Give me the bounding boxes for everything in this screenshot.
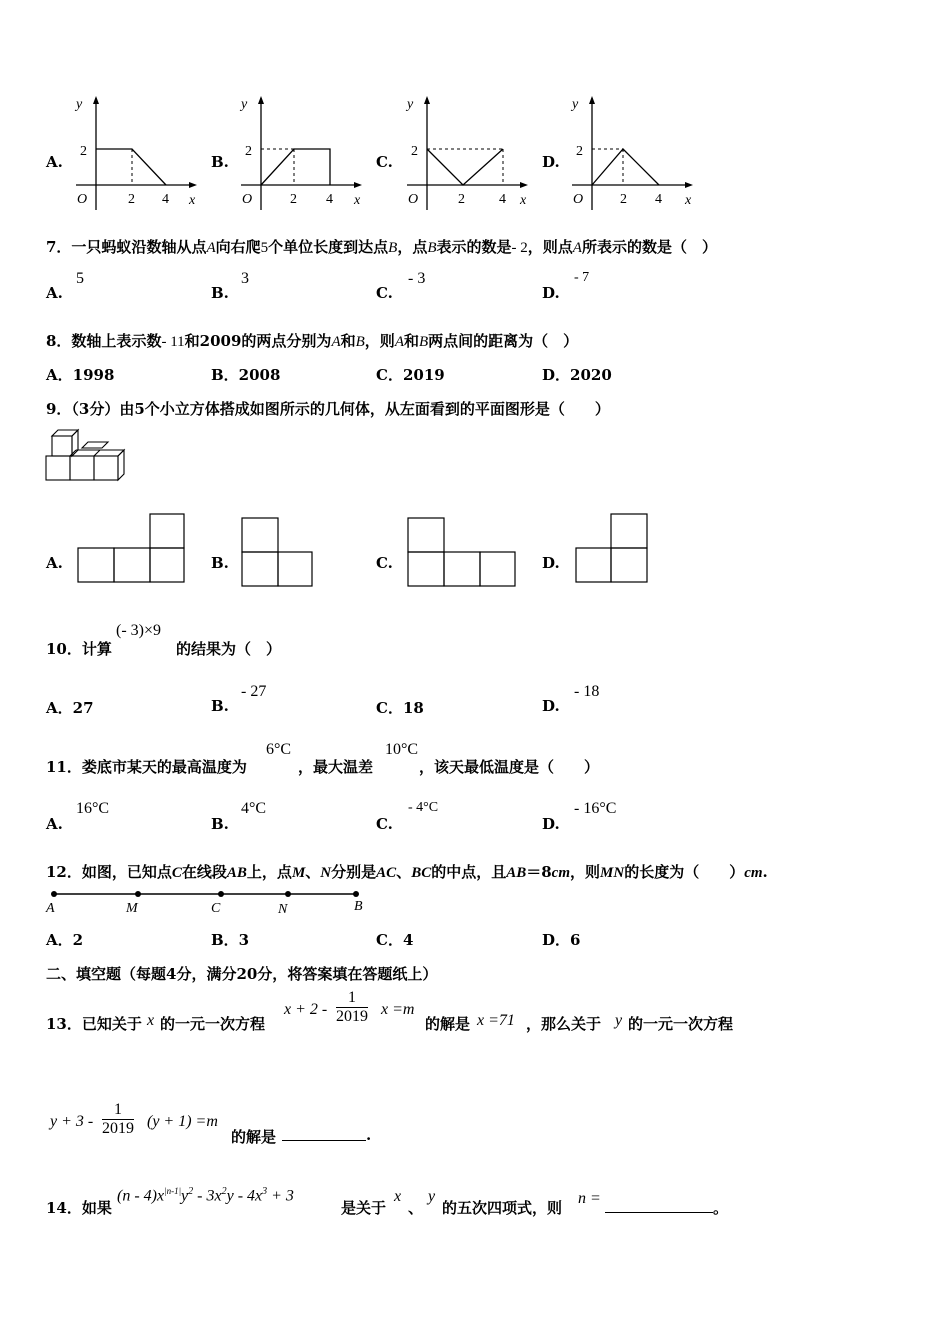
option-c-view <box>405 514 519 590</box>
y-tick: 2 <box>245 144 252 159</box>
q12-text: 的中点，且 <box>431 863 507 881</box>
option-label: B. <box>211 554 229 572</box>
option-label: D. <box>542 284 560 302</box>
q8-text: 和 <box>403 332 419 350</box>
option-label: B. <box>211 697 229 715</box>
q14-term: (n - 4)x <box>117 1187 165 1205</box>
question-14: 14．如果 <box>46 1199 112 1217</box>
option-value: 4°C <box>241 800 267 817</box>
q8-point-b: B <box>419 334 429 350</box>
q12-text: 上，点 <box>246 863 292 881</box>
point-label: A <box>46 901 55 916</box>
y-axis-label: y <box>407 97 414 112</box>
option-value: - 27 <box>241 683 267 700</box>
q14-var-x: x <box>394 1188 402 1205</box>
q7-text: 表示的数是 <box>436 238 512 256</box>
option-d-view <box>573 510 653 586</box>
q8-point-a: A <box>394 334 404 350</box>
q13-numerator: 1 <box>336 989 368 1008</box>
graph-a <box>66 94 206 214</box>
x-tick-4: 4 <box>326 192 333 207</box>
y-axis-label: y <box>572 97 579 112</box>
x-tick-4: 4 <box>162 192 169 207</box>
origin-label: O <box>573 192 584 207</box>
q8-text: ，则 <box>364 332 395 350</box>
q14-var-n: n = <box>578 1190 601 1207</box>
x-tick-2: 2 <box>458 192 465 207</box>
q8-number: 2009 <box>199 332 242 350</box>
point-label: C <box>211 901 221 916</box>
q13-eq-left: x + 2 - <box>284 1001 328 1018</box>
q14-polynomial <box>117 1186 294 1205</box>
q8-text: 8．数轴上表示数 <box>46 332 162 350</box>
option-label: B. <box>211 815 229 833</box>
q7-point-b: B <box>388 240 398 256</box>
q10-expression: (- 3)×9 <box>116 622 162 639</box>
option-label: A. <box>46 815 63 833</box>
x-axis-label: x <box>189 193 196 208</box>
option-label: A．2 <box>46 931 84 949</box>
option-label: D．6 <box>542 931 581 949</box>
q7-text: 向右爬 <box>215 238 261 256</box>
x-tick-2: 2 <box>128 192 135 207</box>
q12-mn: MN <box>600 865 625 881</box>
q8-point-b: B <box>355 334 365 350</box>
x-axis-label: x <box>354 193 361 208</box>
q13-fraction-2 <box>102 1101 134 1138</box>
q14-exponent: 2 <box>188 1186 194 1197</box>
option-label: C．18 <box>376 699 424 717</box>
q8-text: 的两点分别为 <box>241 332 332 350</box>
q7-text: ，则点 <box>527 238 573 256</box>
x-axis-label: x <box>520 193 527 208</box>
q12-text: 的长度为（ ） <box>624 863 745 881</box>
q12-text: 分别是 <box>331 863 377 881</box>
q7-point-b: B <box>427 240 437 256</box>
option-value: 3 <box>241 270 249 287</box>
option-value: 5 <box>76 270 84 287</box>
option-label: B．3 <box>211 931 250 949</box>
option-a-view <box>76 510 188 586</box>
q11-diff-temp: 10°C <box>385 741 419 758</box>
option-label: D. <box>542 554 560 572</box>
option-label: D. <box>542 697 560 715</box>
option-label: C. <box>376 554 393 572</box>
option-value: - 16°C <box>574 800 617 817</box>
q12-text: . <box>762 863 768 881</box>
point-label: M <box>126 901 138 916</box>
q14-text: 是关于 <box>341 1199 387 1217</box>
option-value: - 3 <box>408 270 426 287</box>
option-label: A. <box>46 554 63 572</box>
q13-numerator-2: 1 <box>102 1101 134 1120</box>
y-tick: 2 <box>576 144 583 159</box>
option-label: C. <box>376 284 393 302</box>
question-7 <box>46 236 717 257</box>
q14-term: - 3x <box>193 1187 222 1205</box>
q13-text: . <box>366 1126 372 1144</box>
q13-eq2-right: (y + 1) =m <box>147 1113 218 1130</box>
x-tick-4: 4 <box>655 192 662 207</box>
q14-text: 、 <box>408 1199 424 1217</box>
q13-answer-blank[interactable] <box>282 1126 366 1141</box>
option-b-view <box>239 514 317 590</box>
q11-text: ，最大温差 <box>298 758 374 776</box>
option-label: D．2020 <box>542 366 612 384</box>
q12-text: 、 <box>396 863 412 881</box>
q7-text: 7．一只蚂蚁沿数轴从点 <box>46 238 207 256</box>
q13-eq2-left: y + 3 - <box>50 1113 94 1130</box>
q12-cm: cm <box>744 865 763 881</box>
x-tick-2: 2 <box>290 192 297 207</box>
q12-c: C <box>171 865 182 881</box>
q12-ac: AC <box>376 865 397 881</box>
option-label: C. <box>376 153 393 171</box>
q14-exponent: 3 <box>262 1186 268 1197</box>
point-label: N <box>278 902 288 916</box>
q14-text: 的五次四项式，则 <box>442 1199 563 1217</box>
origin-label: O <box>408 192 419 207</box>
q8-text: 和 <box>340 332 356 350</box>
y-tick: 2 <box>411 144 418 159</box>
q8-text: 两点间的距离为（ ） <box>428 332 579 350</box>
q11-text: ，该天最低温度是（ ） <box>419 758 600 776</box>
q13-fraction <box>336 989 368 1026</box>
x-tick-4: 4 <box>499 192 506 207</box>
y-tick: 2 <box>80 144 87 159</box>
q14-var-y: y <box>428 1188 436 1205</box>
question-9: 9．（3分）由5个小立方体搭成如图所示的几何体，从左面看到的平面图形是（ ） <box>46 400 610 418</box>
point-label: B <box>354 899 363 914</box>
question-8 <box>46 330 578 351</box>
question-11: 11．娄底市某天的最高温度为 <box>46 758 247 776</box>
q14-term: y <box>181 1187 189 1205</box>
q12-text: 、 <box>305 863 321 881</box>
q13-text: 的一元一次方程 <box>160 1015 266 1033</box>
graph-b <box>231 94 371 214</box>
q13-denominator: 2019 <box>336 1008 368 1025</box>
option-label: B．2008 <box>211 366 281 384</box>
q7-five: 5 <box>260 240 269 256</box>
option-label: C．4 <box>376 931 414 949</box>
section-heading: 二、填空题（每题4分，满分20分，将答案填在答题纸上） <box>46 965 438 983</box>
option-label: A. <box>46 284 63 302</box>
option-value: 16°C <box>76 800 110 817</box>
q13-text: ，那么关于 <box>526 1015 602 1033</box>
option-label: C. <box>376 815 393 833</box>
option-value: - 18 <box>574 683 600 700</box>
option-label: A．27 <box>46 699 94 717</box>
origin-label: O <box>242 192 253 207</box>
question-13: 13．已知关于 <box>46 1015 142 1033</box>
q12-m: M <box>291 865 306 881</box>
option-label: A．1998 <box>46 366 115 384</box>
option-value: - 4°C <box>408 800 439 815</box>
y-axis-label: y <box>241 97 248 112</box>
question-10-tail: 的结果为（ ） <box>176 640 282 658</box>
option-label: D. <box>542 815 560 833</box>
q12-text: ＝8 <box>526 863 552 881</box>
q14-exponent: 2 <box>221 1186 227 1197</box>
q13-text: 的一元一次方程 <box>628 1015 734 1033</box>
x-tick-2: 2 <box>620 192 627 207</box>
q7-point-a: A <box>206 240 216 256</box>
q13-text: 的解是 <box>425 1015 471 1033</box>
q14-text: 。 <box>713 1199 729 1217</box>
q14-exponent: |n-1| <box>164 1186 182 1196</box>
graph-d <box>562 94 702 214</box>
q13-eq-right: x =m <box>381 1001 415 1018</box>
q8-point-a: A <box>331 334 341 350</box>
q12-bc: BC <box>411 865 432 881</box>
q7-text: 所表示的数是（ ） <box>581 238 717 256</box>
q13-text: 的解是 <box>231 1128 277 1146</box>
q12-text: 12．如图，已知点 <box>46 863 172 881</box>
q7-value: - 2 <box>511 240 528 256</box>
option-label: C．2019 <box>376 366 445 384</box>
option-label: A. <box>46 153 63 171</box>
y-axis-label: y <box>76 97 83 112</box>
graph-c <box>397 94 537 214</box>
q8-text: 和 <box>184 332 200 350</box>
segment-diagram <box>44 886 374 916</box>
option-label: B. <box>211 153 229 171</box>
q13-solution: x =71 <box>477 1012 515 1029</box>
question-10: 10．计算 <box>46 640 112 658</box>
q12-ab: AB <box>506 865 527 881</box>
q12-n: N <box>320 865 332 881</box>
q7-text: 个单位长度到达点 <box>268 238 389 256</box>
q14-term: y - 4x <box>226 1187 263 1205</box>
q13-var-y: y <box>615 1012 623 1029</box>
q13-var-x: x <box>147 1012 155 1029</box>
q14-answer-blank[interactable] <box>605 1198 713 1213</box>
option-label: D. <box>542 153 560 171</box>
q12-text: ，则 <box>570 863 601 881</box>
option-label: B. <box>211 284 229 302</box>
q13-denominator-2: 2019 <box>102 1120 134 1137</box>
q7-point-a: A <box>572 240 582 256</box>
option-value: - 7 <box>574 270 590 285</box>
q12-text: 在线段 <box>181 863 227 881</box>
cube-solid-figure <box>44 428 132 486</box>
q8-number: - 11 <box>161 334 185 350</box>
q12-ab: AB <box>226 865 247 881</box>
q14-term: + 3 <box>267 1187 294 1205</box>
q11-high-temp: 6°C <box>266 741 292 758</box>
q12-cm: cm <box>551 865 570 881</box>
q7-text: ，点 <box>397 238 428 256</box>
origin-label: O <box>77 192 88 207</box>
x-axis-label: x <box>685 193 692 208</box>
question-12 <box>46 861 768 882</box>
